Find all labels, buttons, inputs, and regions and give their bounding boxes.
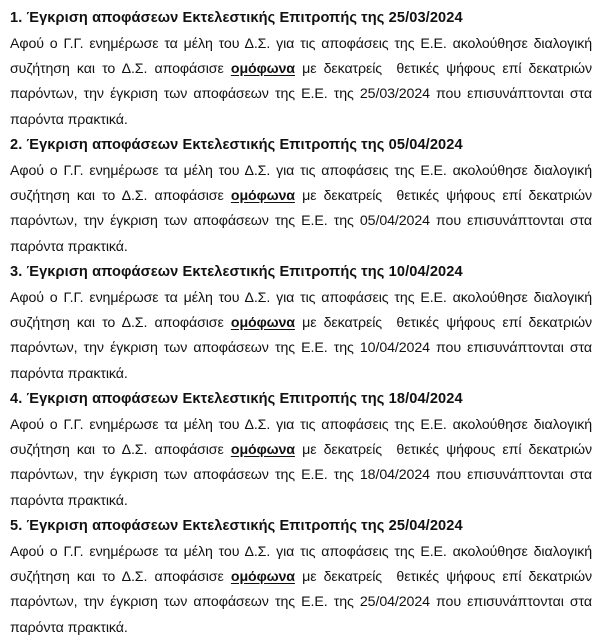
section-title: Έγκριση αποφάσεων Εκτελεστικής Επιτροπής της 18/04/2024 bbox=[26, 391, 463, 407]
paragraph-text-end: με δεκατρείς θετικές ψήφους επί δεκατριών παρόντων, την έγκριση των αποφάσεων της Ε.Ε. της 25/04/2024 που επισυνάπτονται στα παρόντα πρακτικά. bbox=[10, 569, 592, 636]
paragraph-text-end: με δεκατρείς θετικές ψήφους επί δεκατριών παρόντων, την έγκριση των αποφάσεων της Ε.Ε. της 25/03/2024 που επισυνάπτονται στα παρόντα πρακτικά. bbox=[10, 61, 592, 128]
section-heading bbox=[10, 7, 592, 29]
section-number: 4. bbox=[10, 391, 23, 407]
paragraph-text-end: με δεκατρείς θετικές ψήφους επί δεκατριών παρόντων, την έγκριση των αποφάσεων της Ε.Ε. της 10/04/2024 που επισυνάπτονται στα παρόντα πρακτικά. bbox=[10, 315, 592, 382]
emphasis-unanimously: ομόφωνα bbox=[230, 315, 295, 332]
section-title: Έγκριση αποφάσεων Εκτελεστικής Επιτροπής της 25/03/2024 bbox=[26, 10, 463, 26]
section-number: 3. bbox=[10, 264, 23, 280]
paragraph-text-start: Αφού ο Γ.Γ. ενημέρωσε τα μέλη του Δ.Σ. για τις αποφάσεις της Ε.Ε. ακολούθησε διαλογική συζήτηση και το Δ.Σ. αποφάσισε bbox=[10, 290, 592, 332]
emphasis-unanimously: ομόφωνα bbox=[230, 442, 295, 459]
section-number: 2. bbox=[10, 137, 23, 153]
section-heading bbox=[10, 261, 592, 283]
paragraph-text-end: με δεκατρείς θετικές ψήφους επί δεκατριών παρόντων, την έγκριση των αποφάσεων της Ε.Ε. της 18/04/2024 που επισυνάπτονται στα παρόντα πρακτικά. bbox=[10, 442, 592, 509]
section-heading bbox=[10, 388, 592, 410]
agenda-item-5 bbox=[10, 515, 592, 642]
paragraph-text-start: Αφού ο Γ.Γ. ενημέρωσε τα μέλη του Δ.Σ. για τις αποφάσεις της Ε.Ε. ακολούθησε διαλογική συζήτηση και το Δ.Σ. αποφάσισε bbox=[10, 544, 592, 586]
section-title: Έγκριση αποφάσεων Εκτελεστικής Επιτροπής της 10/04/2024 bbox=[26, 264, 463, 280]
paragraph-text-start: Αφού ο Γ.Γ. ενημέρωσε τα μέλη του Δ.Σ. για τις αποφάσεις της Ε.Ε. ακολούθησε διαλογική συζήτηση και το Δ.Σ. αποφάσισε bbox=[10, 36, 592, 78]
paragraph-text-start: Αφού ο Γ.Γ. ενημέρωσε τα μέλη του Δ.Σ. για τις αποφάσεις της Ε.Ε. ακολούθησε διαλογική συζήτηση και το Δ.Σ. αποφάσισε bbox=[10, 417, 592, 459]
section-paragraph bbox=[10, 32, 592, 133]
section-title: Έγκριση αποφάσεων Εκτελεστικής Επιτροπής της 05/04/2024 bbox=[26, 137, 463, 153]
section-number: 5. bbox=[10, 518, 23, 534]
paragraph-text-end: με δεκατρείς θετικές ψήφους επί δεκατριών παρόντων, την έγκριση των αποφάσεων της Ε.Ε. της 05/04/2024 που επισυνάπτονται στα παρόντα πρακτικά. bbox=[10, 188, 592, 255]
agenda-item-1 bbox=[10, 7, 592, 134]
emphasis-unanimously: ομόφωνα bbox=[230, 188, 295, 205]
section-paragraph bbox=[10, 286, 592, 387]
section-paragraph bbox=[10, 540, 592, 641]
paragraph-text-start: Αφού ο Γ.Γ. ενημέρωσε τα μέλη του Δ.Σ. για τις αποφάσεις της Ε.Ε. ακολούθησε διαλογική συζήτηση και το Δ.Σ. αποφάσισε bbox=[10, 163, 592, 205]
section-paragraph bbox=[10, 413, 592, 514]
section-heading bbox=[10, 515, 592, 537]
section-title: Έγκριση αποφάσεων Εκτελεστικής Επιτροπής της 25/04/2024 bbox=[26, 518, 463, 534]
agenda-item-2 bbox=[10, 134, 592, 261]
section-paragraph bbox=[10, 159, 592, 260]
emphasis-unanimously: ομόφωνα bbox=[230, 61, 295, 78]
section-heading bbox=[10, 134, 592, 156]
agenda-item-4 bbox=[10, 388, 592, 515]
emphasis-unanimously: ομόφωνα bbox=[230, 569, 295, 586]
section-number: 1. bbox=[10, 10, 23, 26]
agenda-item-3 bbox=[10, 261, 592, 388]
